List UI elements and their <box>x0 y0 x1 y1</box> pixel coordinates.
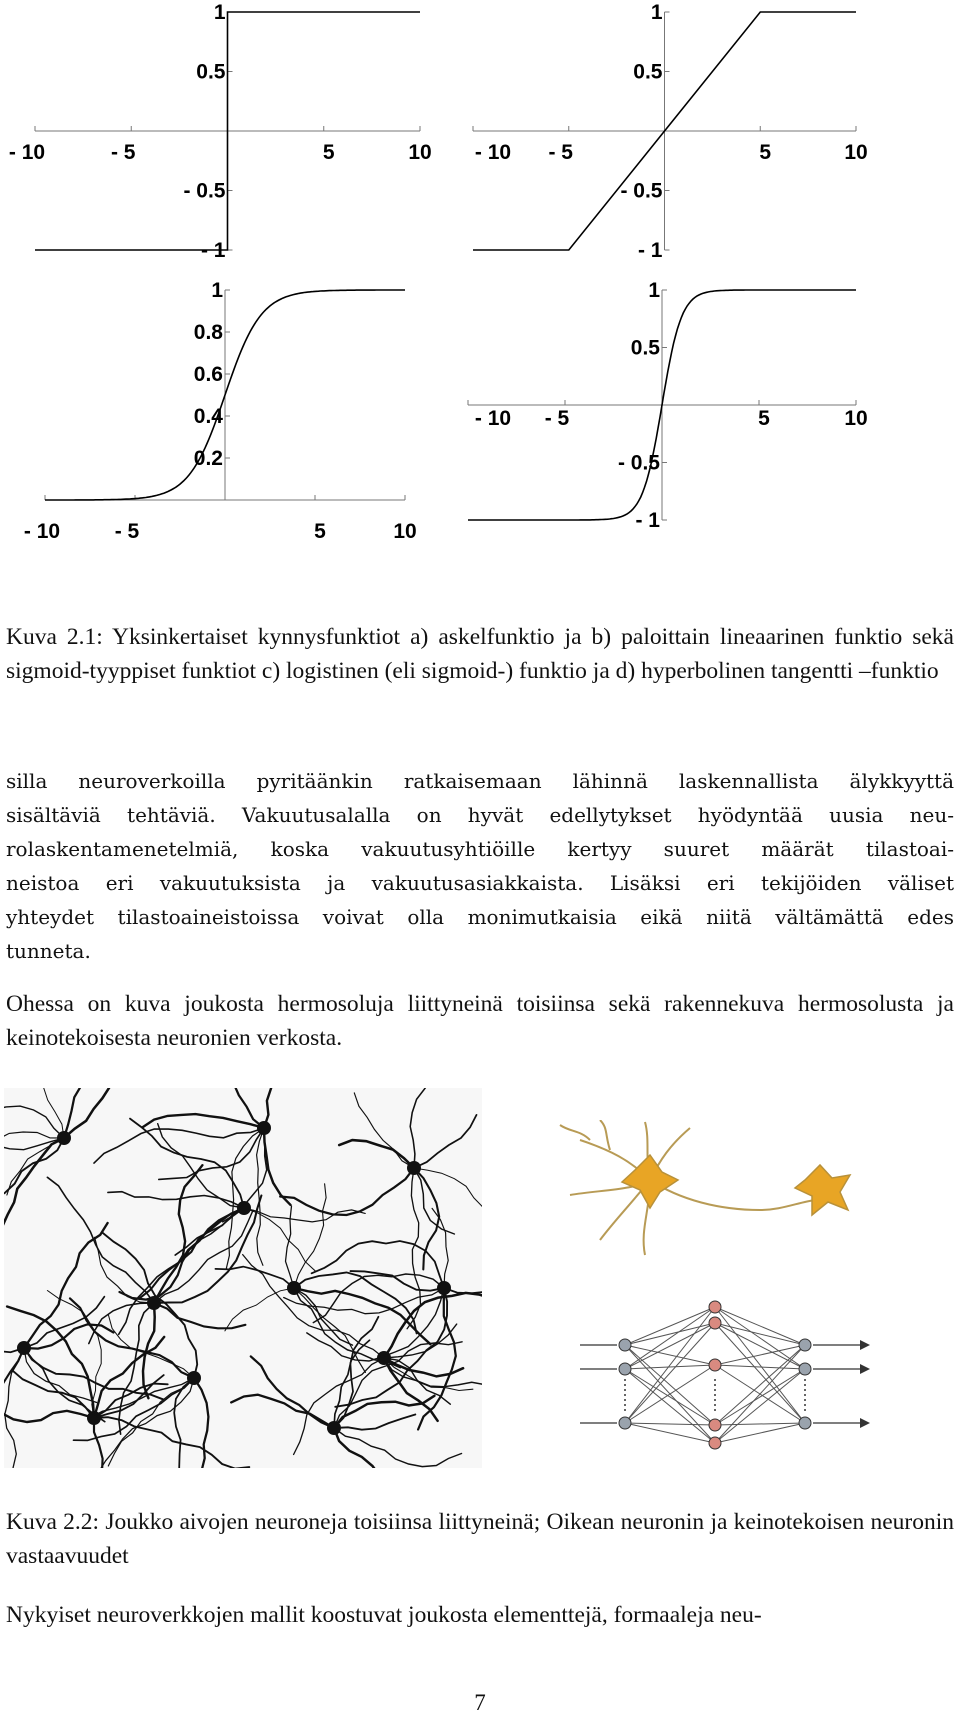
x-tick-label: 10 <box>393 520 417 543</box>
artificial-neural-network-diagram <box>575 1295 900 1475</box>
x-tick-label: 10 <box>844 141 868 164</box>
neuron-dendrite <box>600 1120 610 1150</box>
x-tick-label: - 5 <box>544 407 570 430</box>
output-node <box>799 1417 811 1429</box>
paragraph-line: sisältäviä tehtäviä. Vakuutusalalla on hyvät edellytykset hyödyntää uusia neu- <box>6 803 954 827</box>
ann-diagram-svg <box>575 1295 900 1475</box>
plot-a-svg <box>0 0 470 275</box>
paragraph-line: neistoa eri vakuutuksista ja vakuutusasiakkaista. Lisäksi eri tekijöiden väliset <box>6 871 954 895</box>
output-node <box>799 1339 811 1351</box>
x-tick-label: - 10 <box>474 141 512 164</box>
connection <box>715 1345 805 1443</box>
soma <box>327 1421 341 1435</box>
x-tick-label: - 10 <box>23 520 61 543</box>
x-tick-label: 5 <box>322 141 335 164</box>
hidden-node <box>709 1419 721 1431</box>
figure-caption-2-1: Kuva 2.1: Yksinkertaiset kynnysfunktiot a) askelfunktio ja b) paloittain lineaarinen funktio sekä sigmoid-tyyppiset funktiot c) logistinen (eli sigmoid-) funktio ja d) hyperbolinen tangentti –funktio <box>6 624 954 684</box>
figure-caption-2-2: Kuva 2.2: Joukko aivojen neuroneja toisiinsa liittyneinä; Oikean neuronin ja keinotekoisen neuronin vastaavuudet <box>6 1509 954 1569</box>
input-node <box>619 1339 631 1351</box>
plot-logistic <box>0 279 470 590</box>
neuron-soma-right <box>795 1165 850 1215</box>
plot-b-svg <box>474 0 948 275</box>
neuron-photo-svg <box>4 1088 482 1468</box>
paragraph-line: silla neuroverkoilla pyritäänkin ratkaisemaan lähinnä laskennallista älykkyyttä <box>6 769 954 793</box>
y-tick-label: - 0.5 <box>620 179 663 203</box>
plot-c-svg <box>0 279 470 590</box>
y-tick-label: 0.8 <box>193 321 223 344</box>
body-paragraph-3: Nykyiset neuroverkkojen mallit koostuvat joukosta elementtejä, formaaleja neu- <box>6 1602 762 1628</box>
soma <box>287 1281 301 1295</box>
connection <box>625 1369 715 1425</box>
y-tick-label: - 0.5 <box>183 179 226 203</box>
paragraph-line: yhteydet tilastoaineistoissa voivat olla monimutkaisia eikä niitä vältämättä edes <box>6 905 954 929</box>
x-tick-label: - 5 <box>548 141 574 164</box>
y-tick-label: - 1 <box>637 239 663 262</box>
y-tick-label: 0.4 <box>193 405 223 428</box>
soma <box>257 1121 271 1135</box>
connection <box>715 1369 805 1425</box>
x-tick-label: 5 <box>759 141 772 164</box>
x-tick-label: 5 <box>758 407 770 430</box>
x-tick-label: 10 <box>844 407 868 430</box>
photo-background <box>4 1088 482 1468</box>
x-tick-label: 5 <box>314 520 326 543</box>
soma <box>187 1371 201 1385</box>
connection <box>715 1423 805 1443</box>
hidden-node <box>709 1359 721 1371</box>
x-tick-label: - 5 <box>110 141 136 164</box>
connection <box>625 1423 715 1443</box>
output-node <box>799 1363 811 1375</box>
connection <box>715 1423 805 1425</box>
y-tick-label: - 0.5 <box>617 451 660 475</box>
soma <box>57 1131 71 1145</box>
paragraph-line: rolaskentamenetelmiä, koska vakuutusyhtiöille kertyy suuret määrät tilastoai- <box>6 837 954 861</box>
plot-d-svg <box>474 279 948 590</box>
biological-neuron-illustration <box>550 1120 920 1260</box>
paragraph-line: tunneta. <box>6 939 91 963</box>
soma <box>17 1341 31 1355</box>
connection <box>625 1345 715 1425</box>
arrow-head <box>860 1340 870 1350</box>
x-tick-label: 10 <box>408 141 432 164</box>
neuron-network-photo <box>4 1088 482 1468</box>
arrow-head <box>860 1364 870 1374</box>
soma <box>237 1201 251 1215</box>
plot-step-function <box>0 0 470 275</box>
hidden-node <box>709 1317 721 1329</box>
arrow-head <box>860 1418 870 1428</box>
y-tick-label: - 1 <box>635 509 660 532</box>
body-paragraph-1 <box>6 764 954 968</box>
page-number: 7 <box>474 1690 486 1715</box>
connection <box>625 1423 715 1425</box>
hidden-node <box>709 1437 721 1449</box>
x-tick-label: - 5 <box>114 520 140 543</box>
y-tick-label: 1 <box>213 1 226 24</box>
y-tick-label: - 1 <box>200 239 226 262</box>
plot-piecewise-linear <box>474 0 948 275</box>
y-tick-label: 1 <box>648 279 660 302</box>
x-tick-label: - 10 <box>8 141 46 164</box>
y-tick-label: 0.2 <box>193 447 223 470</box>
y-tick-label: 1 <box>650 1 663 24</box>
neuron-dendrite <box>560 1125 590 1140</box>
y-tick-label: 0.5 <box>196 60 226 84</box>
x-tick-label: - 10 <box>474 407 512 430</box>
y-tick-label: 1 <box>211 279 223 302</box>
input-node <box>619 1417 631 1429</box>
soma <box>407 1161 421 1175</box>
hidden-node <box>709 1301 721 1313</box>
y-tick-label: 0.5 <box>633 60 663 84</box>
input-node <box>619 1363 631 1375</box>
connection <box>715 1345 805 1425</box>
biological-neuron-svg <box>550 1120 920 1260</box>
body-paragraph-2: Ohessa on kuva joukosta hermosoluja liittyneinä toisiinsa sekä rakennekuva hermosolusta ja keinotekoisesta neuronien verkosta. <box>6 991 954 1051</box>
plot-tanh <box>474 279 948 590</box>
y-tick-label: 0.5 <box>630 336 660 360</box>
y-tick-label: 0.6 <box>193 363 223 386</box>
soma <box>437 1281 451 1295</box>
